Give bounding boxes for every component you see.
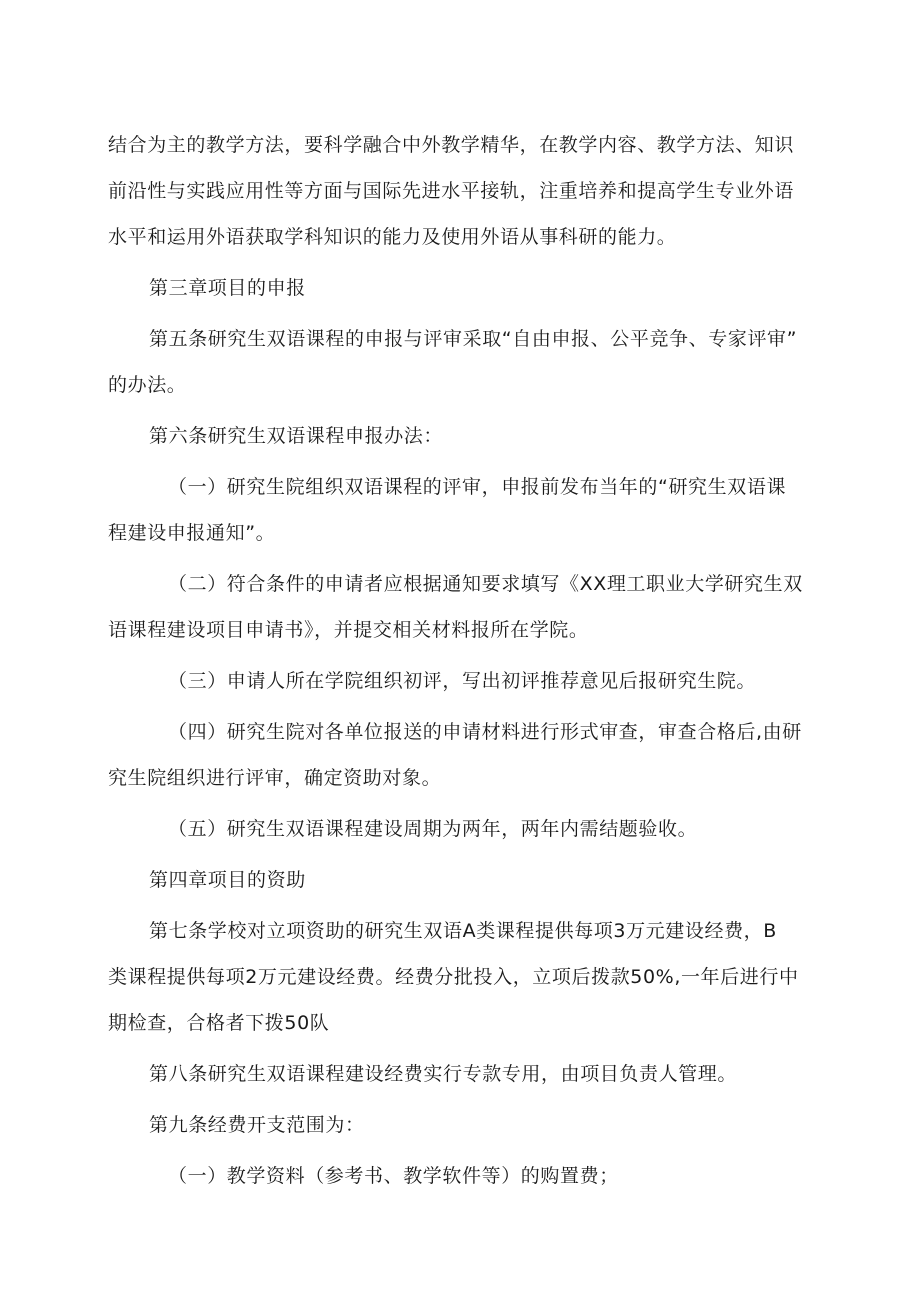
text-line: 前沿性与实践应用性等方面与国际先进水平接轨，注重培养和提高学生专业外语 [108, 180, 795, 202]
article-6-item-1 [108, 464, 814, 556]
article-9-item-1 [108, 1153, 814, 1199]
text-line: 究生院组织进行评审，确定资助对象。 [108, 767, 442, 789]
text-line: （一）研究生院组织双语课程的评审，申报前发布当年的“研究生双语课 [168, 476, 787, 498]
article-9 [108, 1102, 814, 1148]
text-line: 结合为主的教学方法，要科学融合中外教学精华，在教学内容、教学方法、知识 [108, 134, 795, 156]
text-line: （三）申请人所在学院组织初评，写出初评推荐意见后报研究生院。 [168, 670, 757, 692]
text-line: 的办法。 [108, 374, 187, 396]
article-8 [108, 1051, 814, 1097]
document-body [108, 122, 814, 1204]
heading-text: 第三章项目的申报 [149, 277, 306, 299]
text-line: 语课程建设项目申请书》，并提交相关材料报所在学院。 [108, 619, 589, 641]
text-line: 第九条经费开支范围为： [149, 1114, 365, 1136]
text-line: 第六条研究生双语课程申报办法： [149, 425, 444, 447]
text-line: 类课程提供每项2万元建设经费。经费分批投入，立项后拨款50%,一年后进行中 [108, 966, 799, 988]
article-5 [108, 316, 814, 408]
text-line: 第八条研究生双语课程建设经费实行专款专用，由项目负责人管理。 [149, 1063, 738, 1085]
text-line: （四）研究生院对各单位报送的申请材料进行形式审查，审查合格后,由研 [168, 721, 802, 743]
text-line: 期检查，合格者下拨50队 [108, 1012, 330, 1034]
text-line: （二）符合条件的申请者应根据通知要求填写《XX理工职业大学研究生双 [168, 573, 803, 595]
article-6-item-5 [108, 806, 814, 852]
article-6-item-3 [108, 658, 814, 704]
heading-text: 第四章项目的资助 [149, 869, 306, 891]
chapter-4-heading [108, 857, 814, 903]
article-6-item-2 [108, 561, 814, 653]
paragraph-teaching-method [108, 122, 814, 260]
article-7 [108, 908, 814, 1046]
article-6-item-4 [108, 709, 814, 801]
text-line: （五）研究生双语课程建设周期为两年，两年内需结题验收。 [168, 818, 698, 840]
chapter-3-heading [108, 265, 814, 311]
text-line: （一）教学资料（参考书、教学软件等）的购置费； [168, 1165, 619, 1187]
text-line: 第五条研究生双语课程的申报与评审采取“自由申报、公平竞争、专家评审” [149, 328, 798, 350]
text-line: 水平和运用外语获取学科知识的能力及使用外语从事科研的能力。 [108, 226, 677, 248]
article-6 [108, 413, 814, 459]
text-line: 程建设申报通知”。 [108, 522, 276, 544]
text-line: 第七条学校对立项资助的研究生双语A类课程提供每项3万元建设经费，B [149, 920, 777, 942]
